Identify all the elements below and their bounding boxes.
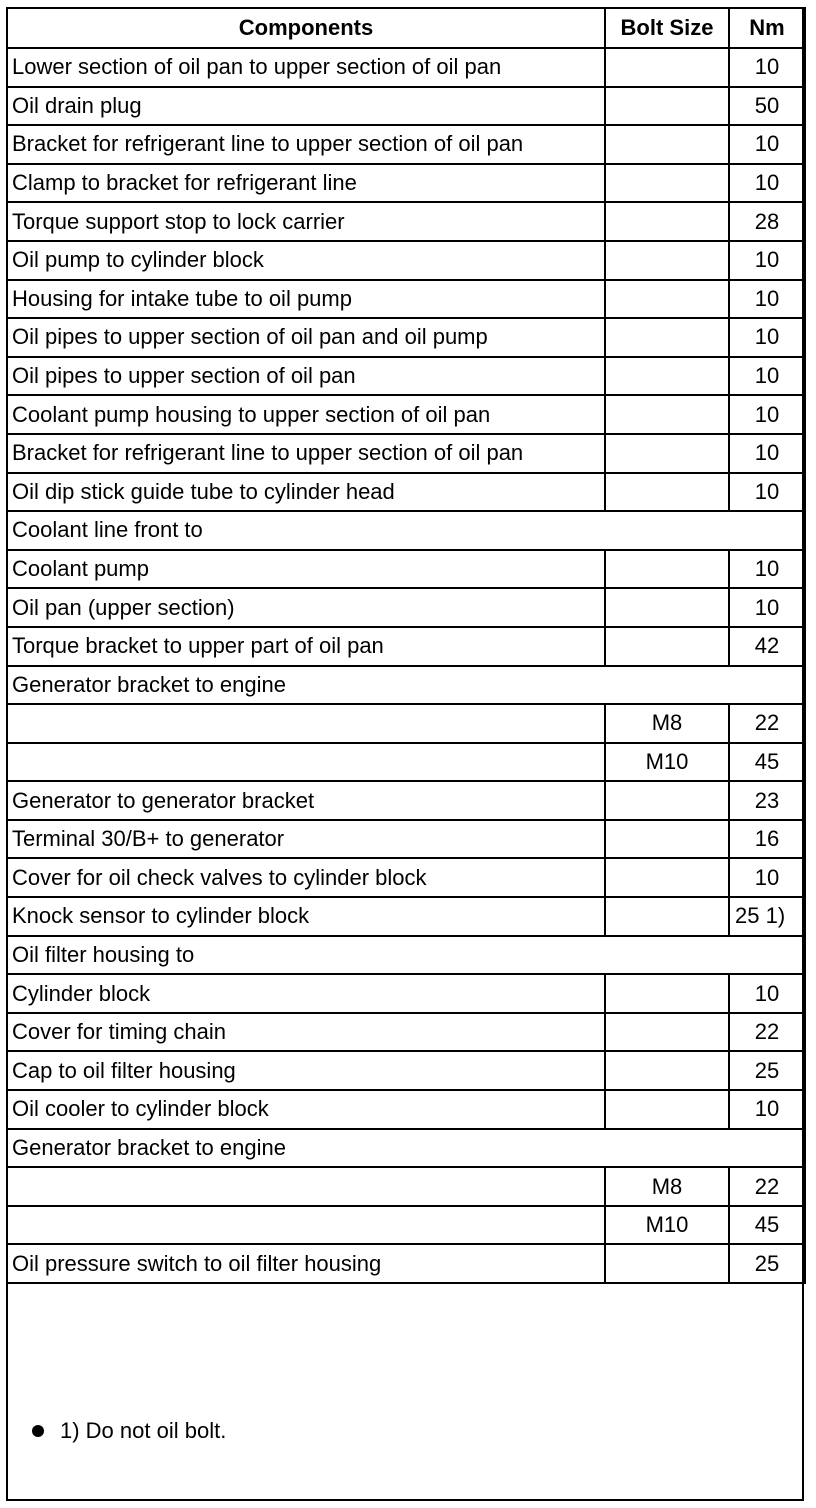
table-row (7, 974, 805, 1013)
torque-value-cell: 10 (729, 550, 805, 589)
torque-value-cell: 28 (729, 202, 805, 241)
section-heading: Generator bracket to engine (7, 666, 805, 705)
footnote-text: 1) Do not oil bolt. (60, 1418, 227, 1443)
torque-value-cell: 25 (729, 1244, 805, 1283)
bolt-size-cell (605, 1013, 729, 1052)
torque-value-cell: 42 (729, 627, 805, 666)
component-cell: Cylinder block (7, 974, 605, 1013)
component-cell: Coolant pump (7, 550, 605, 589)
component-cell: Housing for intake tube to oil pump (7, 280, 605, 319)
component-cell: Lower section of oil pan to upper section of oil pan (7, 48, 605, 87)
table-row (7, 627, 805, 666)
table-row (7, 897, 805, 936)
torque-value-cell: 10 (729, 1090, 805, 1129)
bolt-size-cell (605, 820, 729, 859)
component-cell: Torque support stop to lock carrier (7, 202, 605, 241)
table-row (7, 1206, 805, 1245)
table-row (7, 280, 805, 319)
bolt-size-cell (605, 627, 729, 666)
table-body (7, 48, 805, 1283)
bolt-size-cell: M8 (605, 704, 729, 743)
torque-value-cell: 25 1) (729, 897, 805, 936)
table-row (7, 357, 805, 396)
table-row (7, 1090, 805, 1129)
table-row (7, 202, 805, 241)
torque-value-cell: 16 (729, 820, 805, 859)
component-cell (7, 743, 605, 782)
table-row (7, 434, 805, 473)
table-row (7, 48, 805, 87)
table-row (7, 781, 805, 820)
torque-value-cell: 10 (729, 241, 805, 280)
bolt-size-cell (605, 974, 729, 1013)
component-cell: Oil pump to cylinder block (7, 241, 605, 280)
component-cell: Oil drain plug (7, 87, 605, 126)
bolt-size-cell (605, 280, 729, 319)
header-row (7, 8, 805, 48)
table-row (7, 550, 805, 589)
bolt-size-cell (605, 202, 729, 241)
component-cell (7, 1206, 605, 1245)
component-cell: Bracket for refrigerant line to upper section of oil pan (7, 434, 605, 473)
component-cell: Oil pipes to upper section of oil pan (7, 357, 605, 396)
bolt-size-cell: M10 (605, 743, 729, 782)
bolt-size-cell (605, 1051, 729, 1090)
component-cell: Cover for oil check valves to cylinder block (7, 858, 605, 897)
bolt-size-cell (605, 588, 729, 627)
table-row (7, 164, 805, 203)
header-components: Components (7, 8, 605, 48)
component-cell: Torque bracket to upper part of oil pan (7, 627, 605, 666)
section-row (7, 1129, 805, 1168)
bolt-size-cell (605, 318, 729, 357)
bolt-size-cell (605, 1244, 729, 1283)
bolt-size-cell (605, 241, 729, 280)
bolt-size-cell (605, 395, 729, 434)
header-nm: Nm (729, 8, 805, 48)
torque-value-cell: 10 (729, 164, 805, 203)
bolt-size-cell (605, 781, 729, 820)
torque-value-cell: 10 (729, 357, 805, 396)
table-row (7, 1051, 805, 1090)
section-row (7, 511, 805, 550)
torque-value-cell: 10 (729, 588, 805, 627)
table-row (7, 588, 805, 627)
table-row (7, 125, 805, 164)
torque-value-cell: 10 (729, 280, 805, 319)
bullet-icon (32, 1425, 44, 1437)
header-bolt-size: Bolt Size (605, 8, 729, 48)
bolt-size-cell: M8 (605, 1167, 729, 1206)
torque-value-cell: 22 (729, 1167, 805, 1206)
component-cell: Coolant pump housing to upper section of oil pan (7, 395, 605, 434)
torque-value-cell: 10 (729, 318, 805, 357)
torque-value-cell: 10 (729, 125, 805, 164)
component-cell: Oil dip stick guide tube to cylinder head (7, 473, 605, 512)
torque-value-cell: 45 (729, 743, 805, 782)
table-row (7, 318, 805, 357)
bolt-size-cell: M10 (605, 1206, 729, 1245)
table-row (7, 87, 805, 126)
table-row (7, 1167, 805, 1206)
table-row (7, 704, 805, 743)
component-cell: Cap to oil filter housing (7, 1051, 605, 1090)
table-row (7, 473, 805, 512)
section-row (7, 666, 805, 705)
torque-value-cell: 10 (729, 858, 805, 897)
bolt-size-cell (605, 434, 729, 473)
table-row (7, 743, 805, 782)
bolt-size-cell (605, 87, 729, 126)
section-heading: Oil filter housing to (7, 936, 805, 975)
torque-value-cell: 25 (729, 1051, 805, 1090)
table-row (7, 1244, 805, 1283)
table-row (7, 1013, 805, 1052)
torque-value-cell: 23 (729, 781, 805, 820)
component-cell: Oil pan (upper section) (7, 588, 605, 627)
table-row (7, 820, 805, 859)
component-cell: Oil pressure switch to oil filter housing (7, 1244, 605, 1283)
bolt-size-cell (605, 897, 729, 936)
component-cell: Oil cooler to cylinder block (7, 1090, 605, 1129)
section-row (7, 936, 805, 975)
bolt-size-cell (605, 125, 729, 164)
torque-value-cell: 10 (729, 395, 805, 434)
bolt-size-cell (605, 550, 729, 589)
component-cell: Clamp to bracket for refrigerant line (7, 164, 605, 203)
torque-value-cell: 10 (729, 974, 805, 1013)
component-cell: Bracket for refrigerant line to upper section of oil pan (7, 125, 605, 164)
bolt-size-cell (605, 48, 729, 87)
torque-value-cell: 10 (729, 48, 805, 87)
section-heading: Generator bracket to engine (7, 1129, 805, 1168)
torque-value-cell: 45 (729, 1206, 805, 1245)
bolt-size-cell (605, 164, 729, 203)
bolt-size-cell (605, 1090, 729, 1129)
footnote (8, 1407, 802, 1499)
component-cell: Oil pipes to upper section of oil pan and oil pump (7, 318, 605, 357)
component-cell: Generator to generator bracket (7, 781, 605, 820)
bolt-size-cell (605, 858, 729, 897)
torque-table (6, 7, 806, 1284)
torque-spec-sheet (6, 7, 804, 1501)
component-cell (7, 704, 605, 743)
table-row (7, 241, 805, 280)
table-row (7, 395, 805, 434)
component-cell: Cover for timing chain (7, 1013, 605, 1052)
torque-value-cell: 22 (729, 1013, 805, 1052)
table-row (7, 858, 805, 897)
component-cell (7, 1167, 605, 1206)
component-cell: Knock sensor to cylinder block (7, 897, 605, 936)
torque-value-cell: 50 (729, 87, 805, 126)
torque-value-cell: 10 (729, 473, 805, 512)
bolt-size-cell (605, 473, 729, 512)
torque-value-cell: 10 (729, 434, 805, 473)
section-heading: Coolant line front to (7, 511, 805, 550)
component-cell: Terminal 30/B+ to generator (7, 820, 605, 859)
torque-value-cell: 22 (729, 704, 805, 743)
bolt-size-cell (605, 357, 729, 396)
